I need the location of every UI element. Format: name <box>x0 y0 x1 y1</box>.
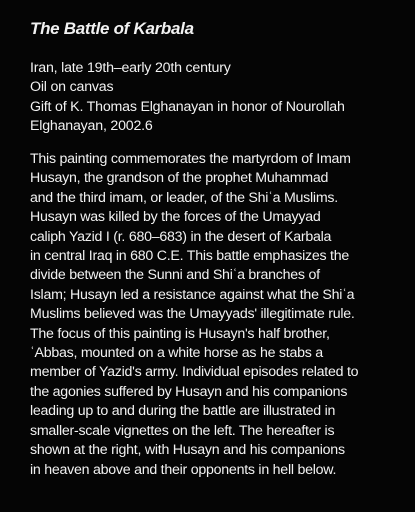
description-line: shown at the right, with Husayn and his companions <box>30 442 345 459</box>
description-line: in central Iraq in 680 C.E. This battle emphasizes the <box>30 248 350 265</box>
description-line: and the third imam, or leader, of the Shiʿa Muslims. <box>30 189 338 206</box>
artwork-origin: Iran, late 19th–early 20th century <box>30 60 231 76</box>
artwork-title: The Battle of Karbala <box>30 19 194 38</box>
description-line: caliph Yazid I (r. 680–683) in the desert of Karbala <box>30 228 332 245</box>
description-line: Islam; Husayn led a resistance against what the Shiʿa <box>30 286 355 303</box>
description-line: smaller-scale vignettes on the left. The hereafter is <box>30 422 335 439</box>
description-line: the agonies suffered by Husayn and his companions <box>30 383 348 400</box>
credit-line-1: Gift of K. Thomas Elghanayan in honor of Nourollah <box>30 98 345 115</box>
description-line: in heaven above and their opponents in hell below. <box>30 461 337 478</box>
description-line: leading up to and during the battle are illustrated in <box>30 403 336 420</box>
description-line: This painting commemorates the martyrdom of Imam <box>30 151 351 167</box>
description-line: divide between the Sunni and Shiʿa branches of <box>30 267 320 284</box>
description-text <box>30 150 405 480</box>
artwork-metadata <box>30 59 345 137</box>
description-line: The focus of this painting is Husayn's half brother, <box>30 325 330 342</box>
credit-line-2: Elghanayan, 2002.6 <box>30 118 153 135</box>
description-line: member of Yazid's army. Individual episodes related to <box>30 364 359 381</box>
artwork-medium: Oil on canvas <box>30 79 114 96</box>
description-line: Husayn, the grandson of the prophet Muhammad <box>30 170 329 187</box>
description-line: ʿAbbas, mounted on a white horse as he stabs a <box>30 345 323 362</box>
description-line: Husayn was killed by the forces of the Umayyad <box>30 209 321 226</box>
description-line: Muslims believed was the Umayyads' illegitimate rule. <box>30 306 355 323</box>
